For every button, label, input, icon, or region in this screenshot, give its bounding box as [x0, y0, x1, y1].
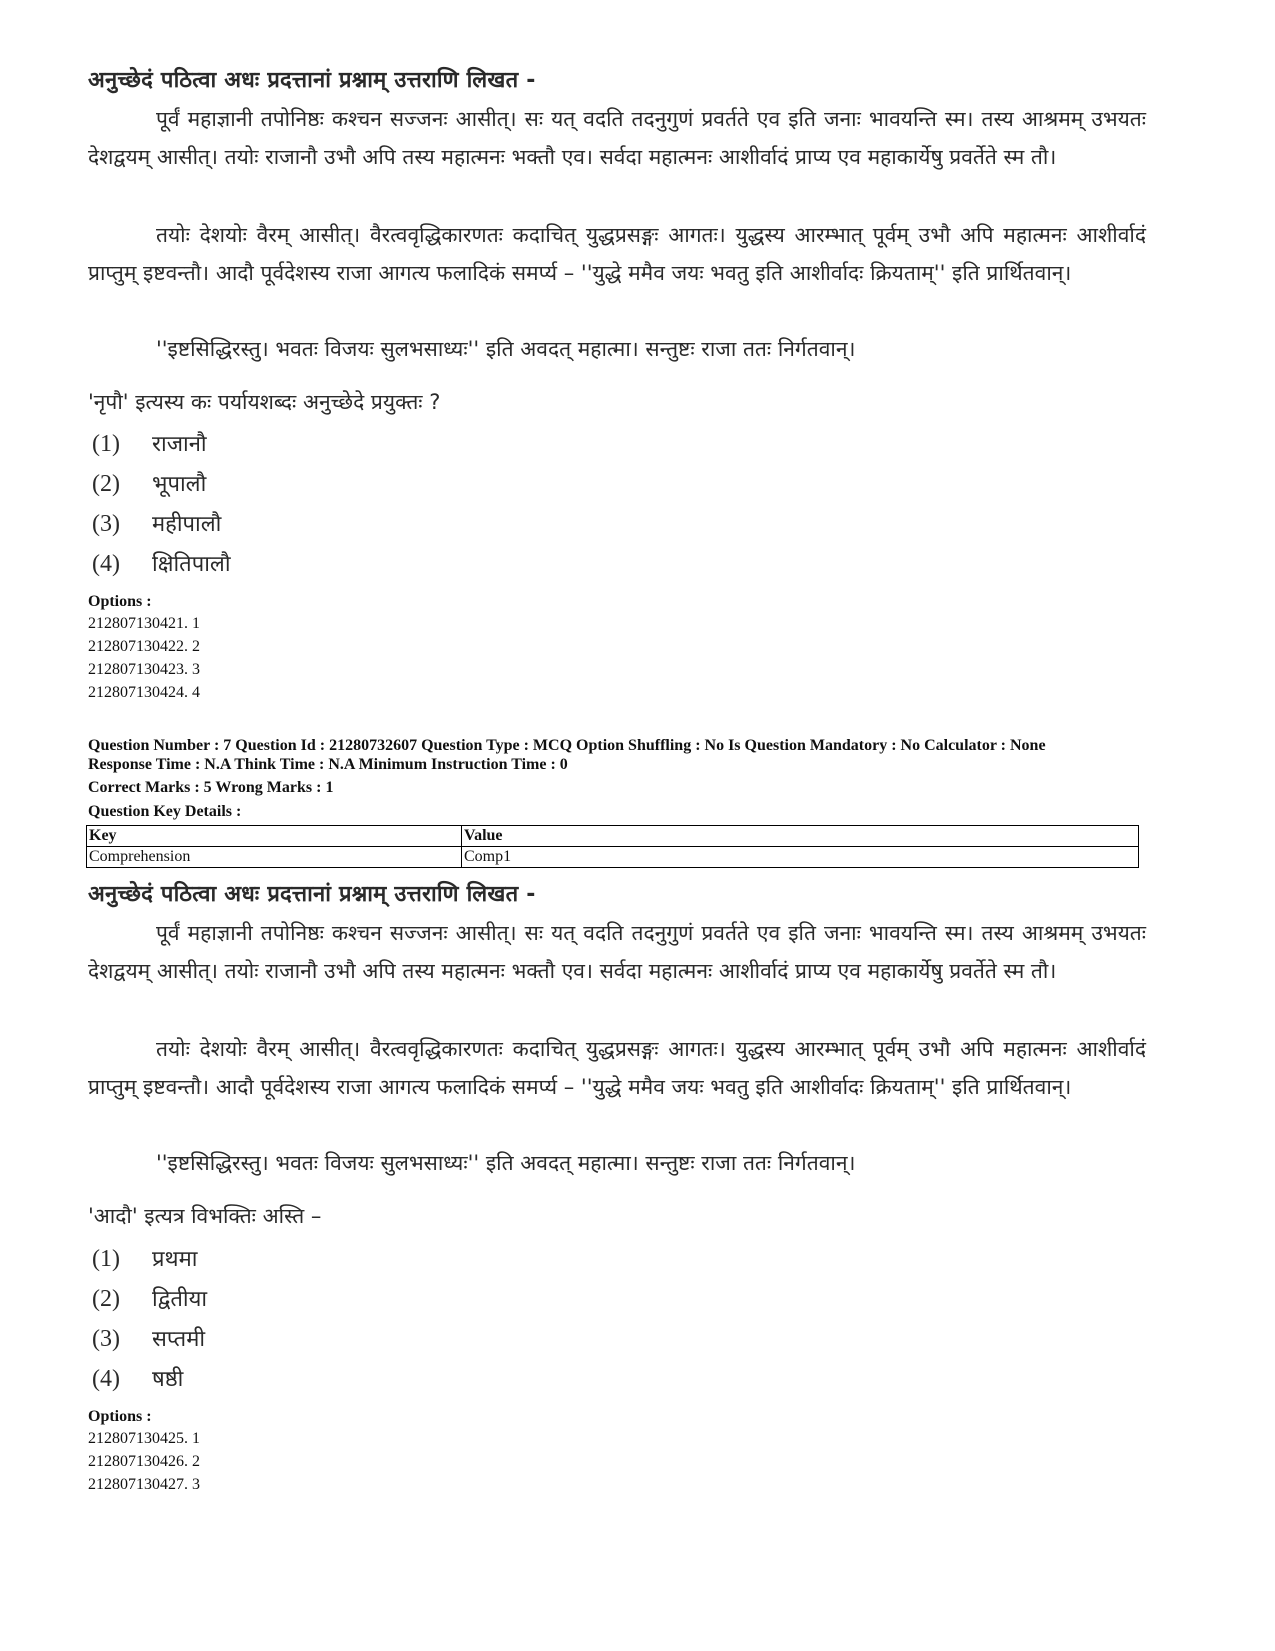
answer-choice: [92, 428, 207, 458]
choice-number: (1): [92, 1246, 120, 1272]
question-text: 'नृपौ' इत्यस्य कः पर्यायशब्दः अनुच्छेदे प्रयुक्तः ?: [88, 390, 441, 414]
question-marks: Correct Marks : 5 Wrong Marks : 1: [88, 779, 334, 796]
choice-text: सप्तमी: [152, 1327, 206, 1352]
passage-heading: अनुच्छेदं पठित्वा अधः प्रदत्तानां प्रश्नाम् उत्तराणि लिखत -: [88, 882, 536, 907]
choice-text: महीपालौ: [152, 512, 222, 537]
option-id: 212807130423. 3: [88, 661, 200, 678]
option-id: 212807130422. 2: [88, 638, 200, 655]
option-id: 212807130424. 4: [88, 684, 200, 701]
option-id: 212807130425. 1: [88, 1430, 200, 1447]
choice-text: क्षितिपालौ: [152, 552, 231, 577]
key-details-label: Question Key Details :: [88, 803, 242, 820]
choice-number: (4): [92, 1366, 120, 1392]
choice-text: भूपालौ: [152, 472, 207, 497]
table-header-value: Value: [462, 826, 1139, 847]
choice-number: (3): [92, 511, 120, 537]
choice-number: (1): [92, 431, 120, 457]
choice-text: द्वितीया: [152, 1287, 208, 1312]
key-details-table: [86, 825, 1139, 868]
answer-choice: [92, 508, 221, 538]
passage-paragraph: ''इष्टसिद्धिरस्तु। भवतः विजयः सुलभसाध्यः'' इति अवदत् महात्मा। सन्तुष्टः राजा ततः निर्गतवान्।: [156, 1151, 856, 1175]
options-label: Options :: [88, 593, 152, 610]
answer-choice: [92, 1243, 197, 1273]
choice-text: राजानौ: [152, 432, 207, 457]
choice-text: प्रथमा: [152, 1247, 198, 1272]
choice-number: (2): [92, 1286, 120, 1312]
choice-text: षष्ठी: [152, 1367, 184, 1392]
passage-heading: अनुच्छेदं पठित्वा अधः प्रदत्तानां प्रश्नाम् उत्तराणि लिखत -: [88, 68, 536, 93]
options-label: Options :: [88, 1408, 152, 1425]
passage-paragraph: तयोः देशयोः वैरम् आसीत्। वैरत्ववृद्धिकारणतः कदाचित् युद्धप्रसङ्गः आगतः। युद्धस्य आरम्भात् पूर्वम् उभौ अपि महात्मनः आशीर्वादं प्राप्तुम् इष्टवन्तौ। आदौ पूर्वदेशस्य राजा आगत्य फलादिकं समर्प्य – ''युद्धे ममैव जयः भवतु इति आशीर्वादः क्रियताम्'' इति प्रार्थितवान्।: [88, 223, 1146, 285]
answer-choice: [92, 1283, 207, 1313]
option-id: 212807130427. 3: [88, 1476, 200, 1493]
option-id: 212807130426. 2: [88, 1453, 200, 1470]
table-cell-value: Comp1: [462, 847, 1139, 868]
question-text: 'आदौ' इत्यत्र विभक्तिः अस्ति –: [88, 1204, 322, 1228]
choice-number: (3): [92, 1326, 120, 1352]
option-id: 212807130421. 1: [88, 615, 200, 632]
passage-paragraph: पूर्वं महाज्ञानी तपोनिष्ठः कश्चन सज्जनः आसीत्। सः यत् वदति तदनुगुणं प्रवर्तते एव इति जनाः भावयन्ति स्म। तस्य आश्रमम् उभयतः देशद्वयम् आसीत्। तयोः राजानौ उभौ अपि तस्य महात्मनः भक्तौ एव। सर्वदा महात्मनः आशीर्वादं प्राप्य एव महाकार्येषु प्रवर्तेते स्म तौ।: [88, 107, 1146, 169]
table-header-row: [87, 826, 1139, 847]
question-meta: Response Time : N.A Think Time : N.A Minimum Instruction Time : 0: [88, 756, 568, 773]
answer-choice: [92, 548, 231, 578]
passage-paragraph: ''इष्टसिद्धिरस्तु। भवतः विजयः सुलभसाध्यः'' इति अवदत् महात्मा। सन्तुष्टः राजा ततः निर्गतवान्।: [156, 337, 856, 361]
answer-choice: [92, 1363, 183, 1393]
answer-choice: [92, 468, 206, 498]
answer-choice: [92, 1323, 205, 1353]
table-header-key: Key: [87, 826, 462, 847]
passage-paragraph: पूर्वं महाज्ञानी तपोनिष्ठः कश्चन सज्जनः आसीत्। सः यत् वदति तदनुगुणं प्रवर्तते एव इति जनाः भावयन्ति स्म। तस्य आश्रमम् उभयतः देशद्वयम् आसीत्। तयोः राजानौ उभौ अपि तस्य महात्मनः भक्तौ एव। सर्वदा महात्मनः आशीर्वादं प्राप्य एव महाकार्येषु प्रवर्तेते स्म तौ।: [88, 921, 1146, 983]
table-cell-key: Comprehension: [87, 847, 462, 868]
passage-paragraph: तयोः देशयोः वैरम् आसीत्। वैरत्ववृद्धिकारणतः कदाचित् युद्धप्रसङ्गः आगतः। युद्धस्य आरम्भात् पूर्वम् उभौ अपि महात्मनः आशीर्वादं प्राप्तुम् इष्टवन्तौ। आदौ पूर्वदेशस्य राजा आगत्य फलादिकं समर्प्य – ''युद्धे ममैव जयः भवतु इति आशीर्वादः क्रियताम्'' इति प्रार्थितवान्।: [88, 1037, 1146, 1099]
table-row: [87, 847, 1139, 868]
question-meta: Question Number : 7 Question Id : 21280732607 Question Type : MCQ Option Shuffling : No Is Question Mandatory : No Calculator : None: [88, 737, 1046, 754]
choice-number: (4): [92, 551, 120, 577]
choice-number: (2): [92, 471, 120, 497]
